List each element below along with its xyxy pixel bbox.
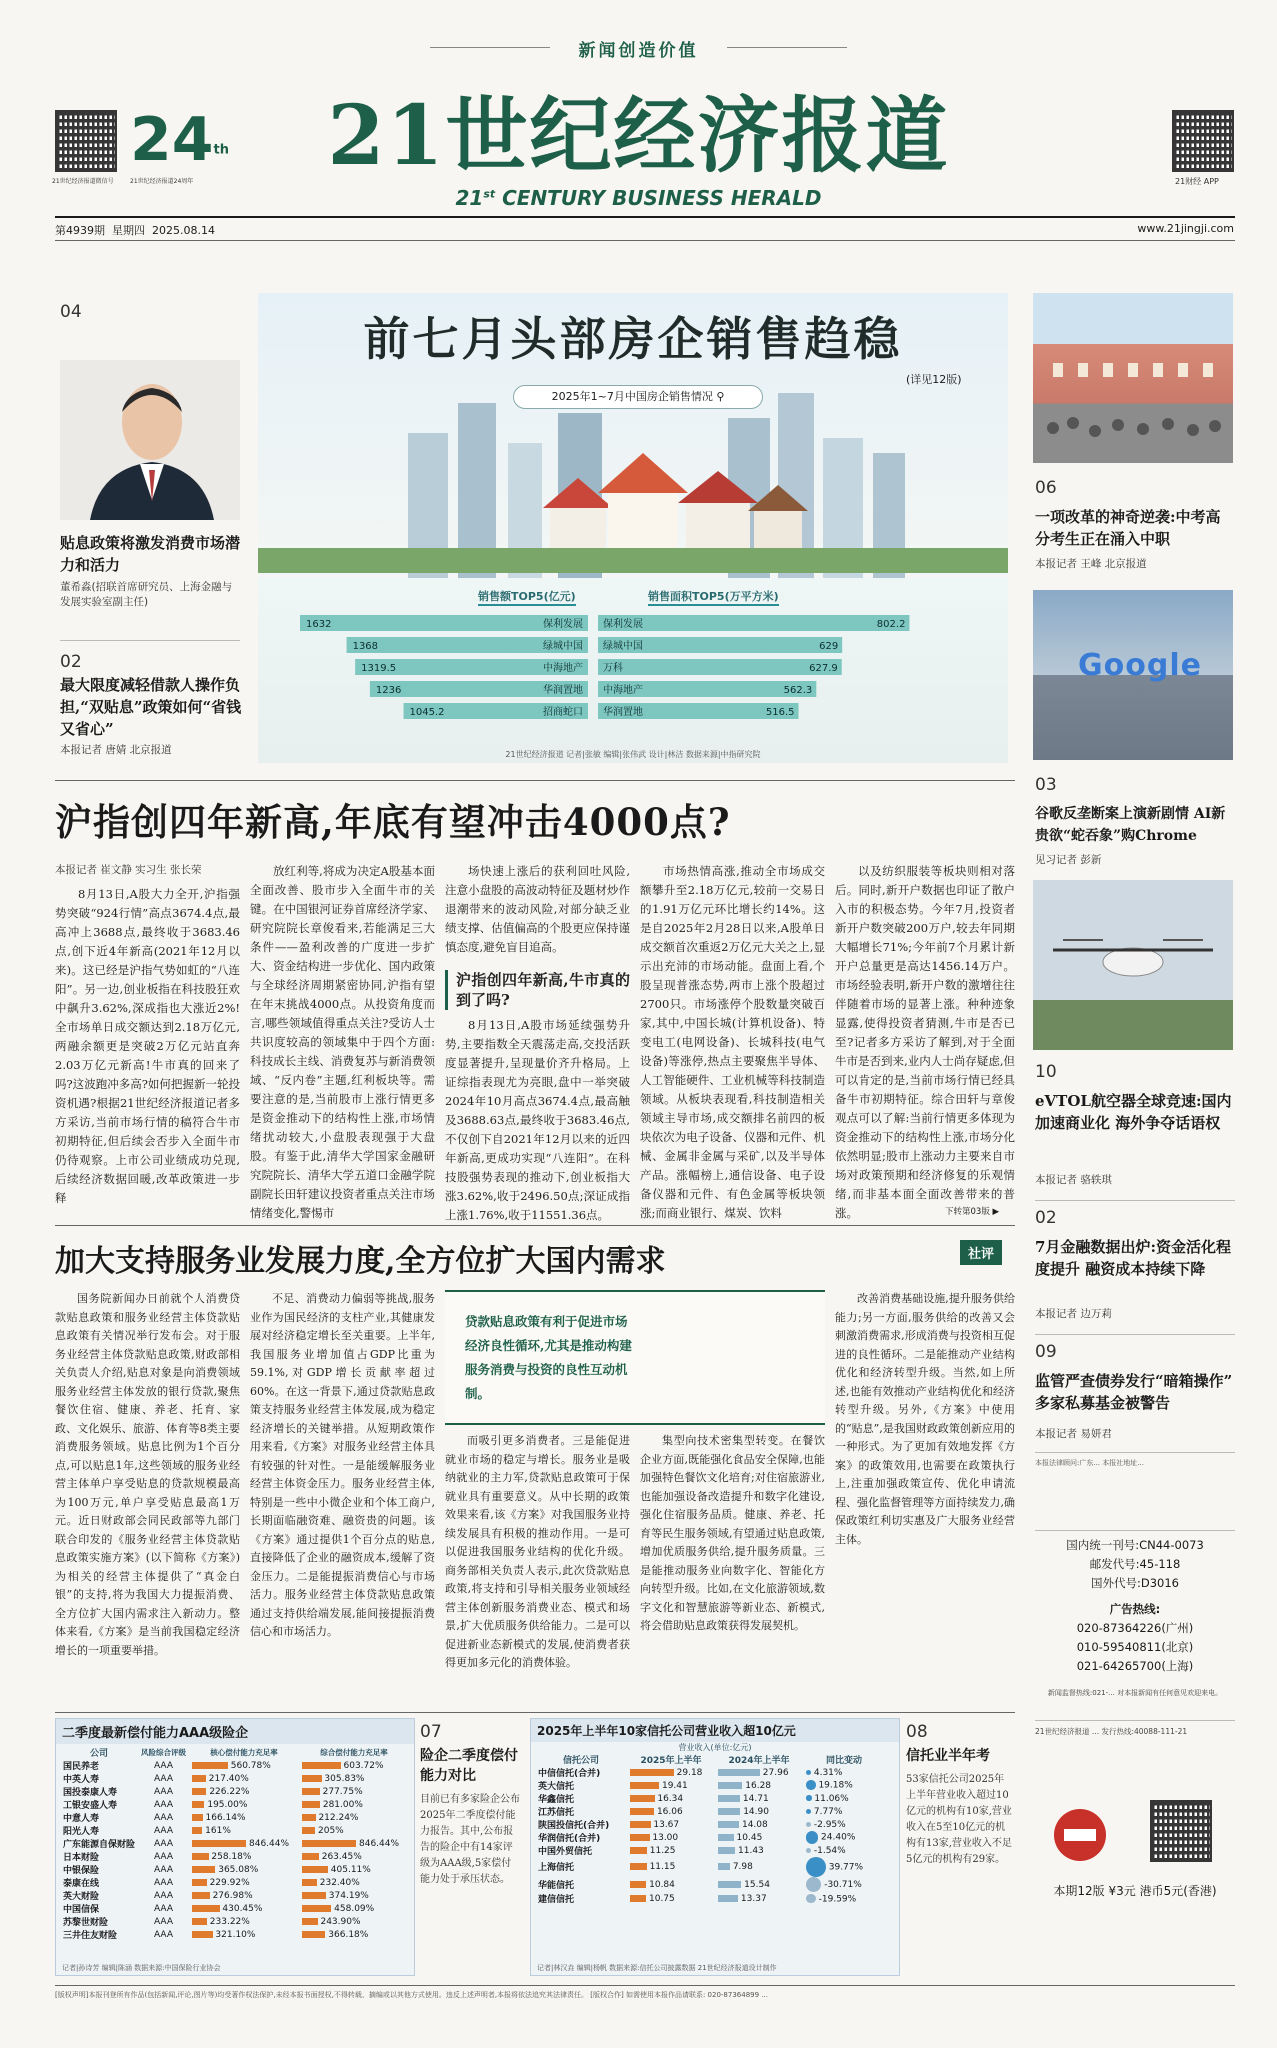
left-story1-byline: 董希淼(招联首席研究员、上海金融与发展实验室副主任) (60, 581, 233, 608)
trust-side: 08 信托业半年考 53家信托公司2025年上半年营业收入超过10亿元的机构有10家,营业收入在5至10亿元的机构有13家,营业收入不足5亿元的机构有29家。 (906, 1722, 1014, 1922)
revenue-bar (630, 1769, 674, 1776)
right-story3-byline: 本报记者 骆轶琪 (1035, 1174, 1112, 1186)
insurance-title: 二季度最新偿付能力AAA级险企 (56, 1719, 414, 1744)
area-bar (598, 659, 842, 675)
sales-value-label: 1632 (306, 619, 332, 630)
editorial-col-2: 不足、消费动力偏弱等挑战,服务业作为国民经济的支柱产业,其健康发展对经济稳定增长至关重要。上半年,我国服务业增加值占GDP比重为59.1%,对GDP增长贡献率超过60%。在这一背景下,通过贷款贴息政策支持服务业经营主体发展,成为稳定经济增长的关键举措。从短期政策作用来看,《方案》对服务业经营主体具有较强的针对性。一是能缓解服务业经营主体资金压力。服务业经营主体,特别是一些中小微企业和个体工商户,长期面临融资难、融资贵的问题。该《方案》通过提供1个百分点的贴息,直接降低了企业的融资成本,缓解了资金压力。二是能提振消费信心与市场活力。服务业经营主体贷款贴息政策通过支持供给端发展,能间接提振消费信心和市场活力。 (250, 1292, 435, 1638)
revenue-value: 13.67 (650, 1819, 680, 1830)
insurance-row: 阳光人寿 AAA 161% 205% (63, 1825, 344, 1837)
trust-box (530, 1718, 900, 1976)
ratio-value: 232.40% (316, 1877, 360, 1888)
left-story1-page: 04 (60, 302, 82, 322)
revenue-bar (630, 1808, 654, 1815)
trust-row: 华润信托(合并) 13.00 10.45 24.40% (538, 1832, 856, 1844)
ratio-bar (192, 1853, 209, 1860)
ratio-value: 195.00% (204, 1799, 248, 1810)
school-photo (1033, 293, 1233, 463)
revenue-bar (718, 1847, 735, 1854)
app-qr-caption: 21财经 APP (1175, 177, 1219, 186)
staff-info: 本报法律顾问:广东... 本报社地址... (1035, 1459, 1144, 1467)
author-portrait (60, 360, 240, 520)
ratio-bar (302, 1814, 316, 1821)
newspaper-title: 21世纪经济报道 (327, 88, 950, 184)
revenue-value: 14.90 (740, 1806, 769, 1817)
sales-category-label: 中海地产 (543, 663, 583, 674)
website-link[interactable]: www.21jingji.com (1137, 222, 1234, 235)
complaint-info: 新闻监督热线:021-... 对本报新闻有任何意见欢迎来电。 (1047, 1689, 1223, 1697)
sales-category-label: 华润置地 (543, 685, 583, 696)
ratio-bar (302, 1879, 317, 1886)
revenue-value: 15.54 (741, 1879, 770, 1890)
left-story1-title[interactable]: 贴息政策将激发消费市场潜力和活力 (60, 534, 241, 574)
ratio-value: 374.19% (325, 1890, 369, 1901)
editorial-col-1: 国务院新闻办日前就个人消费贷款贴息政策和服务业经营主体贷款贴息政策有关情况举行发布会。对于服务业经营主体贷款贴息政策,财政部相关负责人介绍,贴息对象是向消费领域服务业经营主体发放的银行贷款,聚焦餐饮住宿、健康、养老、托育、家政、文化娱乐、旅游、体育等8类主要消费服务领域。贴息比例为1个百分点,可以贴息1年,这些领域的服务业经营主体单户享受贴息的贷款规模最高为100万元,单户享受贴息最高1万元。近日财政部会同民政部等九部门联合印发的《服务业经营主体贷款贴息政策实施方案》(以下简称《方案》)为相关的经营主体提供了“真金白银”的支持,将为我国大力提振消费、全方位扩大国内需求注入新动力。整体来看,《方案》是当前我国稳定经济增长的一项重要举措。 (55, 1292, 240, 1657)
ratio-value: 846.44% (246, 1838, 290, 1849)
ratio-value: 217.40% (205, 1773, 249, 1784)
lead-col-4: 市场热情高涨,推动全市场成交额攀升至2.18万亿元,较前一交易日的1.91万亿元环比增长约14%。这是自2025年2月28日以来,A股单日成交额首次重返2万亿元大关之上,显示出充沛的市场动能。盘面上看,个股呈现普涨态势,两市上涨个股超过2700只。市场涨停个股数量突破百家,其中,中国长城(计算机设备)、特变电工(电网设备)、长城科技(电气设备)等涨停,热点主要聚焦半导体、人工智能硬件、工业机械等科技制造领域。从板块表现看,科技制造相关领域主导市场,成交额排名前四的板块依次为电子设备、仪器和元件、机械、金属非金属与采矿,以及半导体产品。涨幅榜上,通信设备、电子设备仪器和元件、有色金属等板块领涨;而商业银行、煤炭、饮料 (640, 864, 825, 1220)
revenue-bar (718, 1821, 739, 1828)
change-value: 24.40% (818, 1833, 856, 1843)
area-category-label: 绿城中国 (603, 641, 643, 652)
ratio-value: 229.92% (206, 1877, 250, 1888)
revenue-bar (630, 1795, 655, 1802)
insurance-box (55, 1718, 415, 1976)
revenue-value: 14.08 (739, 1819, 768, 1830)
area-category-label: 中海地产 (603, 685, 643, 696)
trust-row: 华鑫信托 16.34 14.71 11.06% (538, 1793, 849, 1805)
app-qr-code (1172, 110, 1234, 172)
area-category-label: 华润置地 (603, 707, 643, 718)
change-value: 4.31% (811, 1767, 843, 1778)
sales-category-label: 绿城中国 (543, 641, 583, 652)
revenue-value: 16.34 (654, 1793, 684, 1804)
editorial-pull-quote: 贷款贴息政策有利于促进市场经济良性循环,尤其是推动构建服务消费与投资的良性互动机制。 (445, 1290, 825, 1425)
left-story2-title[interactable]: 最大限度减轻借款人操作负担,“双贴息”政策如何“省钱又省心” (60, 676, 242, 738)
trust-title: 2025年上半年10家信托公司营业收入超10亿元 (531, 1719, 899, 1742)
ratio-bar (192, 1892, 210, 1899)
right-story2-title[interactable]: 谷歌反垄断案上演新剧情 AI新贵欲“蛇吞象”购Chrome (1035, 806, 1226, 844)
insurance-row: 中英人寿 AAA 217.40% 305.83% (63, 1773, 365, 1785)
insurance-row: 国投泰康人寿 AAA 226.22% 277.75% (63, 1786, 363, 1798)
right-story1-title[interactable]: 一项改革的神奇逆袭:中考高分考生正在涌入中职 (1035, 508, 1221, 548)
trust-side-title[interactable]: 信托业半年考 (906, 1748, 990, 1764)
sales-value-label: 1368 (352, 641, 379, 652)
ratio-bar (302, 1788, 320, 1795)
ratio-value: 366.18% (325, 1929, 369, 1940)
ratio-value: 226.22% (206, 1786, 250, 1797)
ratio-bar (192, 1762, 228, 1769)
lead-byline: 本报记者 崔文静 实习生 张长荣 (55, 864, 202, 876)
change-value: 19.18% (815, 1780, 853, 1791)
area-value-label: 516.5 (765, 707, 795, 718)
change-dot (806, 1857, 826, 1877)
revenue-value: 10.75 (646, 1893, 675, 1904)
trust-row: 华能信托 10.84 15.54 -30.71% (535, 1877, 885, 1892)
revenue-bar (718, 1782, 742, 1789)
evtol-photo (1033, 880, 1233, 1050)
ratio-value: 365.08% (215, 1864, 259, 1875)
revenue-value: 11.15 (646, 1861, 676, 1872)
insurance-row: 三井住友财险 AAA 321.10% 366.18% (63, 1929, 369, 1941)
ratio-bar (302, 1853, 319, 1860)
change-value: -2.95% (811, 1819, 846, 1830)
right-story5-byline: 本报记者 易妍君 (1035, 1428, 1112, 1440)
insurance-row: 中国信保 AAA 430.45% 458.09% (63, 1903, 375, 1915)
sales-bar-chart (258, 611, 1008, 746)
trust-credit: 记者|林汉垚 编辑|杨帆 数据来源:信托公司披露数据 21世纪经济报道设计制作 (537, 1964, 777, 1972)
change-dot (806, 1831, 818, 1843)
sales-value-label: 1319.5 (361, 663, 397, 674)
insurance-credit: 记者|孙诗芳 编辑|陈涵 数据来源:中国保险行业协会 (62, 1964, 221, 1972)
revenue-value: 11.25 (646, 1845, 676, 1856)
insurance-table: 公司 风险综合评级 核心偿付能力充足率 综合偿付能力充足率 国民养老 AAA 560.78% 603.72% 中英人寿 AAA 217.40% 305.83% 国投泰康人寿 AAA 226.22% 277.75% 工银安盛人寿 AAA 195.00% 281.00% 中意人寿 AAA 166.14% 212.24% 阳光人寿 AAA 161% 205% 广东能源自保财险 AAA 846.44% 846.44% 日本财险 AAA 258.18% 263.45% 中银保险 AAA 365.08% 405.11% 泰康在线 AAA 229.92% 232.40% 英大财险 AAA 276.98% 374.19% 中国信保 AAA 430.45% 458.09% 苏黎世财险 AAA 233.22% 243.90% 三井住友财险 AAA 321.10% 366.18% (60, 1746, 409, 1941)
legend-sales: 销售额TOP5(亿元) (478, 588, 576, 606)
change-value: 39.77% (825, 1862, 864, 1873)
change-dot (806, 1877, 821, 1892)
area-bar (598, 615, 909, 631)
issue-info: 第4939期 星期四 2025.08.14 (55, 224, 215, 237)
right-story2-page: 03 (1035, 775, 1057, 795)
trust-row: 中信信托(合并) 29.18 27.96 4.31% (538, 1767, 843, 1779)
revenue-bar (718, 1769, 760, 1776)
change-value: 11.06% (811, 1793, 849, 1804)
insurance-side: 07 险企二季度偿付能力对比 目前已有多家险企公布2025年二季度偿付能力报告。其中,公布报告的险企中有14家评级为AAA级,5家偿付能力处于承压状态。 (420, 1722, 520, 1942)
anniversary-suffix: th (213, 142, 229, 158)
change-value: -19.59% (815, 1893, 857, 1904)
ratio-bar (192, 1788, 206, 1795)
revenue-value: 13.00 (649, 1832, 679, 1843)
ratio-bar (302, 1801, 320, 1808)
ratio-bar (192, 1827, 202, 1834)
insurance-row: 英大财险 AAA 276.98% 374.19% (63, 1890, 369, 1902)
ratio-bar (192, 1801, 204, 1808)
insurance-row: 苏黎世财险 AAA 233.22% 243.90% (63, 1916, 361, 1928)
area-value-label: 627.9 (809, 663, 838, 674)
lead-headline[interactable]: 沪指创四年新高,年底有望冲击4000点? (55, 800, 731, 844)
ratio-bar (192, 1840, 246, 1847)
ratio-value: 166.14% (202, 1812, 246, 1823)
sales-category-label: 保利发展 (543, 619, 583, 630)
ratio-value: 276.98% (209, 1890, 253, 1901)
right-story1-page: 06 (1035, 478, 1057, 498)
hero-see-page: (详见12版) (906, 373, 962, 386)
ratio-value: 205% (315, 1825, 344, 1836)
insurance-side-title[interactable]: 险企二季度偿付能力对比 (420, 1748, 518, 1784)
area-value-label: 629 (819, 641, 839, 652)
distribution-info: 21世纪经济报道 ... 发行热线:40088-111-21 (1035, 1727, 1188, 1736)
revenue-bar (630, 1782, 659, 1789)
google-photo (1033, 590, 1233, 760)
lead-col-2: 放红利等,将成为决定A股基本面全面改善、股市步入全面牛市的关键。在中国银河证券首席经济学家、研究院院长章俊看来,若能满足三大条件——盈利改善的广度进一步扩大、资金结构进一步优化、国内政策与全球经济周期紧密协同,沪指有望在年末挑战4000点。从投资角度而言,哪些领域值得重点关注?受访人士共识度较高的领域集中于四个方面:科技成长主线、消费复苏与新消费领域、“反内卷”主题,红利板块等。需要注意的是,当前股市上涨行情更多是资金推动下的结构性上涨,市场情绪扰动较大,小盘股表现强于大盘股。有鉴于此,清华大学国家金融研究院院长、清华大学五道口金融学院副院长田轩建议投资者重点关注市场情绪变化,警惕市 (250, 864, 435, 1220)
revenue-bar (630, 1863, 647, 1870)
price-info: 本期12版 ¥3元 港币5元(香港) (1053, 1884, 1217, 1898)
insurance-row: 广东能源自保财险 AAA 846.44% 846.44% (63, 1838, 400, 1850)
right-story5-title[interactable]: 监管严查债券发行“暗箱操作” 多家私募基金被警告 (1035, 1372, 1233, 1412)
trust-row: 中国外贸信托 11.25 11.43 -1.54% (538, 1845, 846, 1857)
ratio-bar (192, 1918, 207, 1925)
ratio-value: 458.09% (331, 1903, 375, 1914)
ratio-bar (302, 1762, 341, 1769)
wechat-qr-caption: 21世纪经济报道微信号 (52, 178, 114, 185)
insurance-side-text: 目前已有多家险企公布2025年二季度偿付能力报告。其中,公布报告的险企中有14家评级为AAA级,5家偿付能力处于承压状态。 (420, 1794, 520, 1885)
lead-col-5: 以及纺织服装等板块则相对落后。同时,新开户数据也印证了散户入市的积极态势。今年7月,投资者新开户数突破200万户,较去年同期大幅增长71%;今年前7个月累计新开户总量更是高达1456.14万户。市场经验表明,新开户数的激增往往伴随着市场的显著上涨。种种迹象显露,使得投资者猜测,牛市是否已至?记者多方采访了解到,对于全面牛市是否到来,业内人士尚存疑虑,但可以肯定的是,当前市场行情已经具备牛市初期特征。综合田轩与章俊观点可以了解:当前行情更多体现为资金推动下的结构性上涨,市场分化依然明显;股市上涨动力主要来自市场对政策预期和经济修复的乐观情绪,而非基本面全面改善带来的普涨。 (835, 864, 1015, 1220)
ratio-value: 405.11% (327, 1864, 371, 1875)
right-story2-byline: 见习记者 彭新 (1035, 854, 1102, 866)
magnifier-icon: ⚲ (712, 390, 725, 403)
ratio-bar (192, 1879, 207, 1886)
revenue-value: 19.41 (659, 1780, 688, 1791)
editorial-col-4: 集型向技术密集型转变。在餐饮企业方面,既能强化食品安全保障,也能加强特色餐饮文化培育;对住宿旅游业,也能加强设备改造提升和数字化建设,强化住宿服务品质。健康、养老、托育等民生服务领域,有望通过贴息政策,增加优质服务供给,提升服务质量。三是能推动服务业向数字化、智能化方向转型升级。比如,在文化旅游领域,数字文化和智慧旅游等新业态、新模式,将会借助贴息政策获得发展契机。 (640, 1434, 825, 1632)
ratio-bar (302, 1905, 331, 1912)
insurance-row: 泰康在线 AAA 229.92% 232.40% (63, 1877, 360, 1889)
right-story5-page: 09 (1035, 1342, 1057, 1362)
hero-credit: 21世纪经济报道 记者|张敏 编辑|张伟武 设计|林洁 数据来源|中指研究院 (505, 750, 761, 759)
revenue-value: 16.28 (742, 1780, 772, 1791)
revenue-bar (718, 1808, 740, 1815)
ratio-value: 603.72% (340, 1760, 384, 1771)
revenue-bar (630, 1881, 646, 1888)
ratio-bar (302, 1827, 315, 1834)
ratio-value: 212.24% (315, 1812, 359, 1823)
newspaper-subtitle: 21st CENTURY BUSINESS HERALD (455, 186, 822, 210)
left-story2-page: 02 (60, 652, 82, 672)
insurance-row: 工银安盛人寿 AAA 195.00% 281.00% (63, 1799, 363, 1811)
anniversary-number: 24 (130, 105, 214, 175)
distribution-qr-code (1150, 1800, 1212, 1862)
ratio-bar (302, 1866, 328, 1873)
ratio-bar (302, 1918, 318, 1925)
ratio-value: 161% (202, 1825, 231, 1836)
post-logo (1050, 1805, 1110, 1865)
ratio-value: 281.00% (319, 1799, 363, 1810)
right-story4-byline: 本报记者 边万莉 (1035, 1308, 1112, 1320)
trust-row: 上海信托 11.15 7.98 39.77% (535, 1857, 885, 1877)
editorial-col-5: 改善消费基础设施,提升服务供给能力;另一方面,服务供给的改善又会刺激消费需求,形成消费与投资相互促进的良性循环。二是能推动产业结构优化和经济转型升级。当然,如上所述,也能有效推动产业结构优化和经济转型升级。另外,《方案》中使用的“贴息”,是我国财政政策创新应用的一种形式。为了更加有效地发挥《方案》的政策效用,也需要在政策执行上,注重加强政策宣传、优化申请流程、强化监督管理等方面持续发力,确保政策红利切实惠及广大服务业经营主体。 (835, 1292, 1015, 1546)
ratio-value: 560.78% (227, 1760, 271, 1771)
google-sign-text: Google (1078, 648, 1202, 683)
revenue-value: 27.96 (759, 1767, 789, 1778)
change-dot (806, 1780, 816, 1790)
trust-row: 英大信托 19.41 16.28 19.18% (538, 1780, 853, 1792)
insurance-row: 国民养老 AAA 560.78% 603.72% (63, 1760, 384, 1772)
hero-graphic (258, 293, 1008, 763)
sales-value-label: 1045.2 (409, 707, 445, 718)
ratio-value: 846.44% (356, 1838, 400, 1849)
area-value-label: 562.3 (783, 685, 813, 696)
revenue-bar (630, 1821, 651, 1828)
trust-row: 江苏信托 16.06 14.90 7.77% (538, 1806, 843, 1818)
editorial-col-3: 而吸引更多消费者。三是能促进就业市场的稳定与增长。服务业是吸纳就业的主力军,贷款贴息政策可于保就业具有重要意义。从中长期的政策效果来看,该《方案》对我国服务业持续发展具有积极的推动作用。一是可以促进我国服务业结构的优化升级。商务部相关负责人表示,此次贷款贴息政策,将支持和引导相关服务业领域经营主体创新服务消费业态、模式和场景,扩大优质服务供给能力。二是可以促进新业态新模式的发展,使消费者获得更加多元化的消费体验。 (445, 1434, 630, 1669)
copyright-footer: [版权声明]本报刊登所有作品(包括新闻,评论,图片等)均受著作权法保护,未经本报书面授权,不得转载、摘编或以其他方式使用。违反上述声明者,本报将依法追究其法律责任。 [版权合作] 如需使用本报作品请联系: 020-87364899 ... (55, 1991, 768, 1999)
issn-info: 国内统一刊号:CN44-0073 邮发代号:45-118 国外代号:D3016 (1066, 1538, 1204, 1590)
revenue-bar (718, 1863, 730, 1870)
ratio-bar (192, 1905, 220, 1912)
lead-col-1: 8月13日,A股大力全开,沪指强势突破“924行情”高点3674.4点,最高冲上3688点,最终收于3683.46点,创下近4年新高(2021年12月以来)。这已经是沪指气势如虹的“八连阳”。另一边,创业板指在科技股狂欢中飙升3.62%,深成指也大涨近2%!全市场单日成交额达到2.18万亿元,两融余额更是突破2万亿元站直奔2.03万亿元新高!牛市真的回来了吗?这波跑冲多高?如何把握新一轮投资机遇?根据21世纪经济报道记者多方采访,当前市场行情的稿符合牛市初期特征,但后续会否步入全面牛市仍待观察。上市公司业绩成功兑现,后续经济数据回暖,改革政策进一步释 (55, 887, 240, 1205)
revenue-value: 11.43 (735, 1845, 764, 1856)
revenue-bar (630, 1847, 647, 1854)
revenue-bar (630, 1895, 646, 1902)
ratio-value: 305.83% (321, 1773, 365, 1784)
right-story3-title[interactable]: eVTOL航空器全球竞速:国内加速商业化 海外争夺话语权 (1035, 1092, 1232, 1132)
ratio-bar (192, 1775, 206, 1782)
right-story4-page: 02 (1035, 1208, 1057, 1228)
insurance-row: 日本财险 AAA 258.18% 263.45% (63, 1851, 362, 1863)
ratio-value: 243.90% (317, 1916, 361, 1927)
ratio-value: 277.75% (319, 1786, 363, 1797)
anniversary-caption: 21世纪经济报道24周年 (130, 178, 194, 185)
left-story2-byline: 本报记者 唐婧 北京报道 (60, 744, 172, 756)
right-story4-title[interactable]: 7月金融数据出炉:资金活化程度提升 融资成本持续下降 (1035, 1238, 1231, 1278)
revenue-bar (718, 1895, 738, 1902)
change-value: 7.77% (811, 1806, 843, 1817)
revenue-value: 10.84 (646, 1879, 675, 1890)
ratio-value: 258.18% (208, 1851, 252, 1862)
trust-table: 信托公司 2025年上半年 2024年上半年 同比变动 中信信托(合并) 29.18 27.96 4.31% 英大信托 19.41 16.28 19.18% 华鑫信托 16.34 14.71 11.06% 江苏信托 16.06 14.90 7.77% 陕国投信托(合并) 13.67 14.08 -2.95% 华润信托(合并) 13.00 10.45 24.40% 中国外贸信托 11.25 11.43 -1.54% 上海信托 11.15 7.98 39.77% 华能信托 10.84 15.54 -30.71% 建信信托 10.75 13.37 -19.59% (535, 1753, 885, 1905)
revenue-value: 14.71 (740, 1793, 769, 1804)
revenue-value: 7.98 (729, 1861, 753, 1872)
hero-chart-caption: 2025年1~7月中国房企销售情况 ⚲ (513, 385, 763, 409)
change-value: -1.54% (811, 1845, 846, 1856)
change-value: -30.71% (821, 1880, 862, 1891)
area-category-label: 保利发展 (603, 619, 643, 630)
trust-side-text: 53家信托公司2025年上半年营业收入超过10亿元的机构有10家,营业收入在5至10亿元的机构有13家,营业收入不足5亿元的机构有29家。 (906, 1774, 1012, 1865)
right-story1-byline: 本报记者 王峰 北京报道 (1035, 558, 1147, 570)
sales-category-label: 招商蛇口 (543, 707, 583, 718)
revenue-value: 10.45 (733, 1832, 763, 1843)
editorial-headline[interactable]: 加大支持服务业发展力度,全方位扩大国内需求 (55, 1244, 666, 1279)
ratio-bar (302, 1840, 356, 1847)
ad-hotline: 广告热线: 020-87364226(广州) 010-59540811(北京) 021-64265700(上海) (1076, 1602, 1194, 1673)
revenue-value: 29.18 (673, 1767, 703, 1778)
lead-col-3: 场快速上涨后的获利回吐风险,注意小盘股的高波动特征及题材炒作退潮带来的波动风险,对部分缺乏业绩支撑、估值偏高的个股更应保持谨慎态度,避免盲目追高。 沪指创四年新高,牛市真的到了吗? 8月13日,A股市场延续强势升势,主要指数全天震荡走高,交投活跃度显著提升,呈现量价齐升格局。上证综指表现尤为亮眼,盘中一举突破2024年10月高点3674.4点,最高触及3688.63点,最终收于3683.46点,不仅创下自2021年12月以来的近四年新高,更成功实现“八连阳”。在科技股强势表现的推动下,创业板指大涨3.62%,收于2496.50点;深证成指上涨1.76%,收于11551.36点。 (445, 864, 630, 1222)
editorial-tag: 社评 (960, 1240, 1002, 1265)
ratio-bar (192, 1814, 203, 1821)
revenue-bar (630, 1834, 650, 1841)
ratio-bar (192, 1931, 213, 1938)
revenue-bar (718, 1834, 734, 1841)
left-sidebar (55, 250, 245, 770)
ratio-bar (302, 1775, 322, 1782)
ratio-value: 233.22% (206, 1916, 250, 1927)
trust-unit: 营业收入(单位:亿元) (678, 1743, 752, 1752)
ratio-value: 430.45% (219, 1903, 263, 1914)
insurance-row: 中意人寿 AAA 166.14% 212.24% (63, 1812, 359, 1824)
sales-value-label: 1236 (375, 685, 402, 696)
masthead-slogan: 新闻创造价值 (578, 41, 699, 61)
ratio-value: 263.45% (318, 1851, 362, 1862)
ratio-bar (192, 1866, 215, 1873)
right-story3-page: 10 (1035, 1062, 1057, 1082)
lead-continue-link[interactable]: 下转第03版 ▶ (945, 1207, 1000, 1217)
lead-subheadline: 沪指创四年新高,牛市真的到了吗? (445, 970, 630, 1010)
legend-area: 销售面积TOP5(万平方米) (648, 588, 779, 606)
area-category-label: 万科 (603, 663, 623, 674)
revenue-value: 16.06 (654, 1806, 683, 1817)
hero-title: 前七月头部房企销售趋稳 (363, 312, 903, 366)
ratio-bar (302, 1931, 325, 1938)
revenue-bar (718, 1881, 741, 1888)
trust-row: 建信信托 10.75 13.37 -19.59% (538, 1893, 857, 1906)
ratio-value: 321.10% (212, 1929, 256, 1940)
ratio-bar (302, 1892, 326, 1899)
area-value-label: 802.2 (876, 619, 906, 630)
trust-row: 陕国投信托(合并) 13.67 14.08 -2.95% (538, 1819, 846, 1831)
change-dot (806, 1894, 816, 1904)
revenue-value: 13.37 (738, 1893, 767, 1904)
insurance-row: 中银保险 AAA 365.08% 405.11% (63, 1864, 371, 1876)
revenue-bar (718, 1795, 740, 1802)
